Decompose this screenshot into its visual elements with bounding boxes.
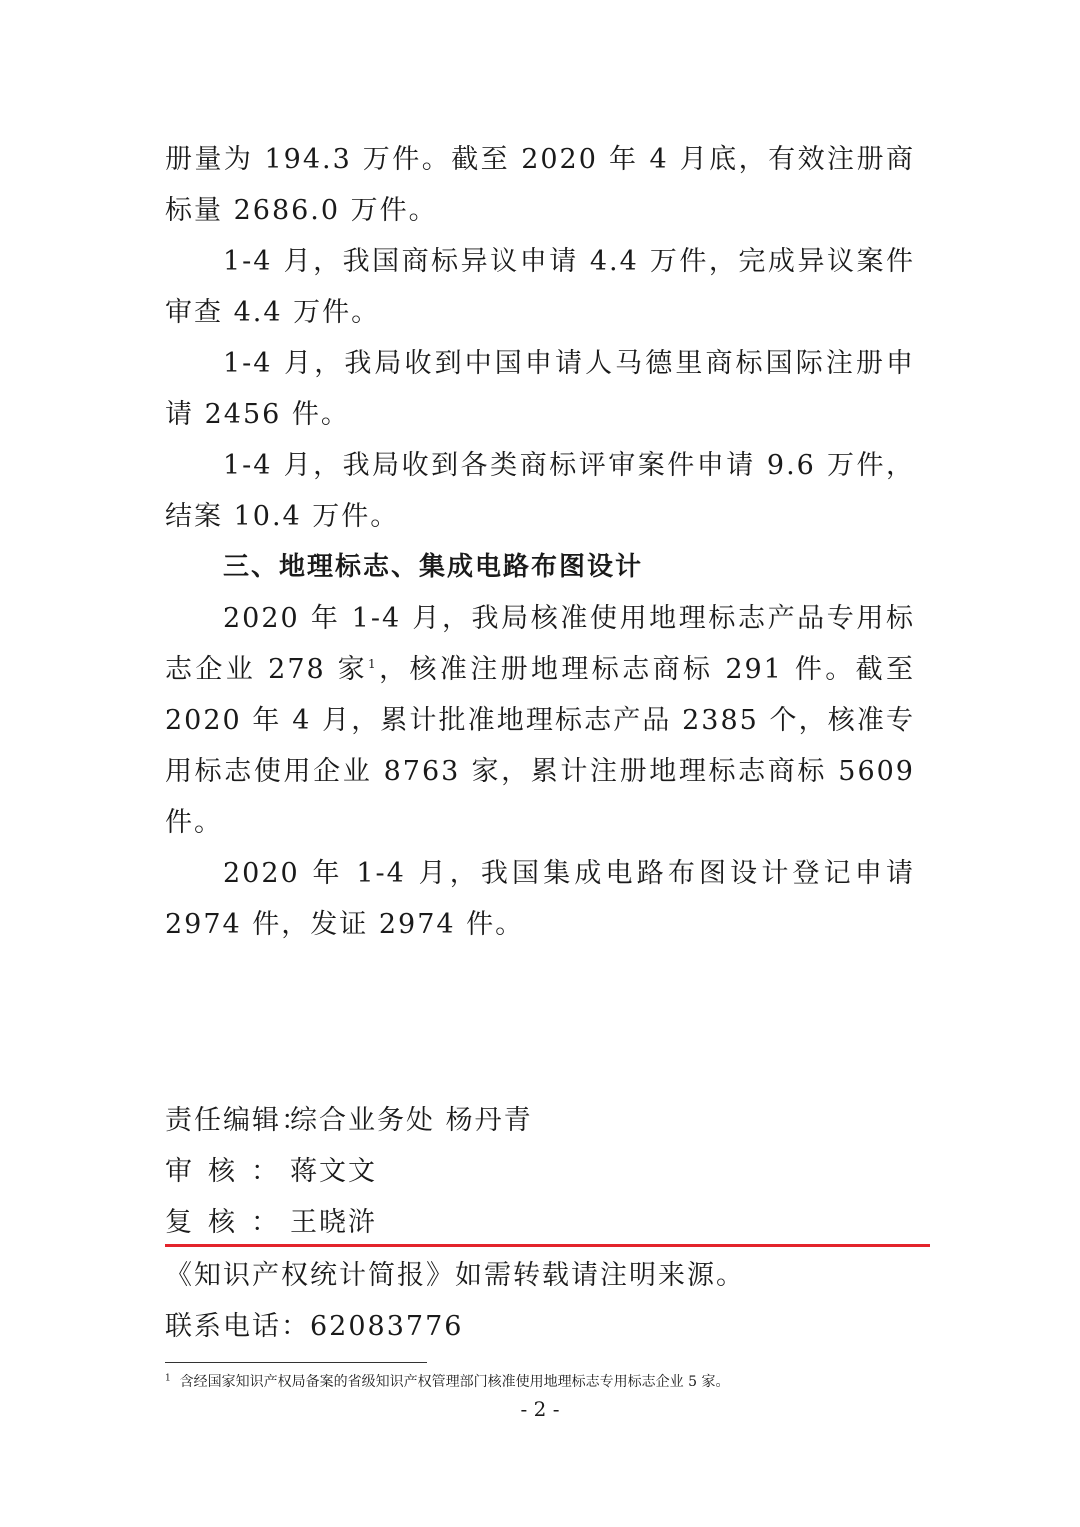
credit-row-editor	[165, 1095, 925, 1146]
paragraph-trademark-registrations: 册量为 194.3 万件。截至 2020 年 4 月底，有效注册商标量 2686.0 万件。	[165, 144, 915, 226]
footnote-mark: 1	[165, 1373, 171, 1384]
footnote-text: 含经国家知识产权局备案的省级知识产权管理部门核准使用地理标志专用标志企业 5 家。	[179, 1374, 730, 1390]
paragraph-madrid-applications: 1-4 月，我局收到中国申请人马德里商标国际注册申请 2456 件。	[165, 348, 915, 430]
footnote-divider	[165, 1362, 427, 1363]
contact-phone: 联系电话：62083776	[165, 1311, 464, 1342]
reprint-notice: 《知识产权统计简报》如需转载请注明来源。	[165, 1260, 745, 1291]
credit-label: 责任编辑：	[165, 1105, 310, 1136]
notice-block	[165, 1250, 925, 1352]
credit-label: 复核：	[165, 1207, 294, 1238]
credit-value: 王晓浒	[290, 1207, 377, 1238]
red-divider	[165, 1244, 930, 1247]
credit-row-reviewer	[165, 1146, 925, 1197]
paragraph-trademark-opposition: 1-4 月，我国商标异议申请 4.4 万件，完成异议案件审查 4.4 万件。	[165, 246, 915, 328]
paragraph-ic-layout-design: 2020 年 1-4 月，我国集成电路布图设计登记申请 2974 件，发证 2974 件。	[165, 858, 915, 940]
footnote	[165, 1372, 729, 1392]
credit-row-second-reviewer	[165, 1197, 925, 1248]
credit-value: 综合业务处 杨丹青	[290, 1105, 533, 1136]
credits-block	[165, 1095, 925, 1248]
gi-text-start: 2020 年 1-4 月，我局核准使用地理标志产品专用标志企业 278 家	[165, 603, 915, 685]
gi-text-end: ，核准注册地理标志商标 291 件。截至 2020 年 4 月，累计批准地理标志产品 2385 个，核准专用标志使用企业 8763 家，累计注册地理标志商标 5609 件。	[165, 654, 916, 838]
body-text	[165, 134, 915, 950]
section-heading: 三、地理标志、集成电路布图设计	[223, 552, 644, 582]
paragraph-geographical-indications	[165, 593, 915, 848]
credit-label: 审核：	[165, 1156, 294, 1187]
credit-value: 蒋文文	[290, 1156, 377, 1187]
page-number: - 2 -	[520, 1397, 560, 1421]
footnote-reference: 1	[368, 657, 378, 671]
paragraph-trademark-review: 1-4 月，我局收到各类商标评审案件申请 9.6 万件，结案 10.4 万件。	[165, 450, 915, 532]
